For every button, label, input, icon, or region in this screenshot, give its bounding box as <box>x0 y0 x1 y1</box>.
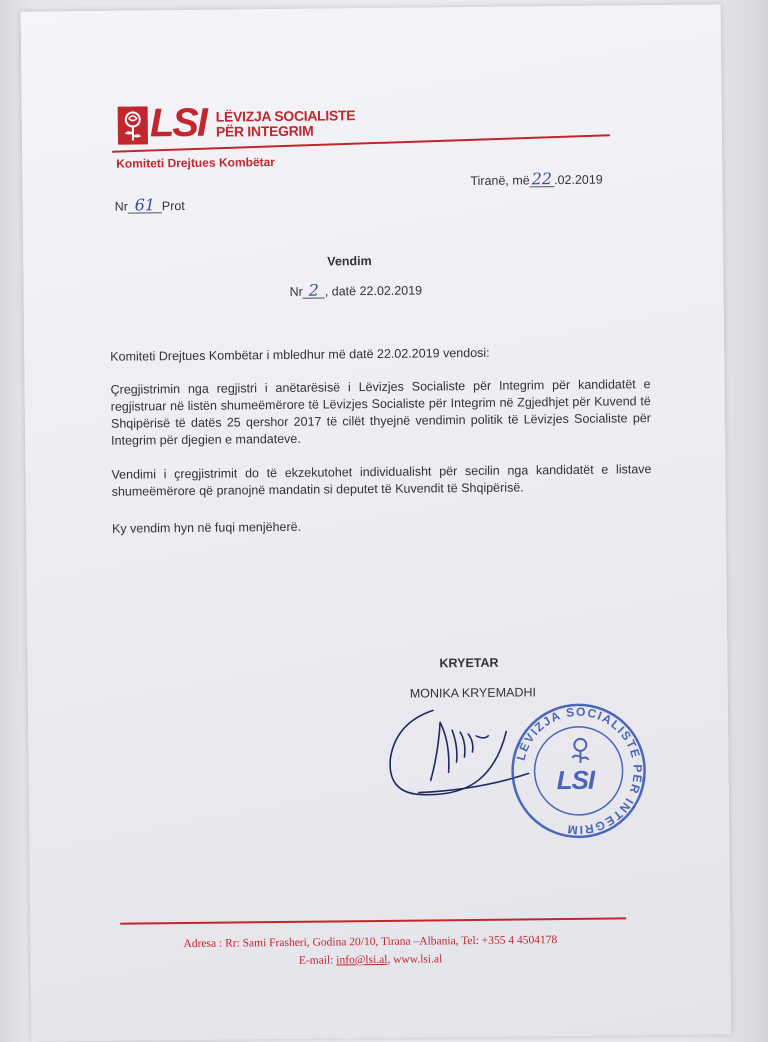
stamp-ring-text: LËVIZJA SOCIALISTE PËR INTEGRIM <box>513 704 645 838</box>
decision-nr-number: 2 <box>303 284 325 299</box>
org-name-line2: PËR INTEGRIM <box>215 122 314 140</box>
stamp-logo-text: LSI <box>556 764 595 796</box>
logo-text: LSI <box>149 100 207 146</box>
org-name <box>216 108 356 139</box>
decision-title: Vendim <box>327 254 372 269</box>
paragraph-3: Ky vendim hyn në fuqi menjëherë. <box>111 519 302 536</box>
footer-divider <box>120 917 626 924</box>
rose-logo-icon <box>118 106 148 144</box>
date-rest: .02.2019 <box>553 172 603 188</box>
footer-web: , www.lsi.al <box>387 953 443 966</box>
city-label: Tiranë, më <box>470 173 530 188</box>
decision-nr-prefix: Nr <box>289 284 303 299</box>
prot-line <box>114 195 185 215</box>
document-sheet <box>21 4 732 1041</box>
org-name-line1: LËVIZJA SOCIALISTE <box>215 107 356 125</box>
footer-contact <box>91 951 651 969</box>
date-handwritten: 22 <box>531 169 553 189</box>
signature-name: MONIKA KRYEMADHI <box>409 685 537 701</box>
paragraph-2: Vendimi i çregjistrimit do të ekzekutohet individualisht për secilin nga kandidatët e listave shumeëmërore që pranojnë mandatin si deputet të Kuvendit të Shqipërisë. <box>111 462 652 499</box>
prot-number: 61 <box>128 198 162 213</box>
date-line <box>470 169 603 189</box>
decision-nr-date: , datë 22.02.2019 <box>324 283 423 299</box>
decision-number-line <box>289 280 423 300</box>
footer-address: Adresa : Rr: Sami Frasheri, Godina 20/10, Tirana –Albania, Tel: +355 4 4504178 <box>183 934 558 951</box>
prot-prefix: Nr <box>114 199 128 214</box>
intro-paragraph: Komiteti Drejtues Kombëtar i mbledhur më datë 22.02.2019 vendosi: <box>110 345 490 364</box>
official-stamp <box>508 700 649 841</box>
committee-name: Komiteti Drejtues Kombëtar <box>116 155 275 171</box>
prot-suffix: Prot <box>161 198 185 214</box>
paragraph-1: Çregjistrimin nga regjistri i anëtarësisë i Lëvizjes Socialiste për Integrim për kandidatët e regjistruar në listën shumeëmërore të Lëvizjes Socialiste për Integrim në Zgjedhjet për Kuvend të Shqipërisë të datës 25 qershor 2017 të cilët thyejnë vendimin politik të Lëvizjes Socialiste për Integrim për djegien e mandateve. <box>110 377 651 448</box>
footer-email-label: E-mail: <box>298 954 337 967</box>
signature-role: KRYETAR <box>439 655 499 671</box>
footer-email-link[interactable]: info@lsi.al <box>336 953 388 967</box>
